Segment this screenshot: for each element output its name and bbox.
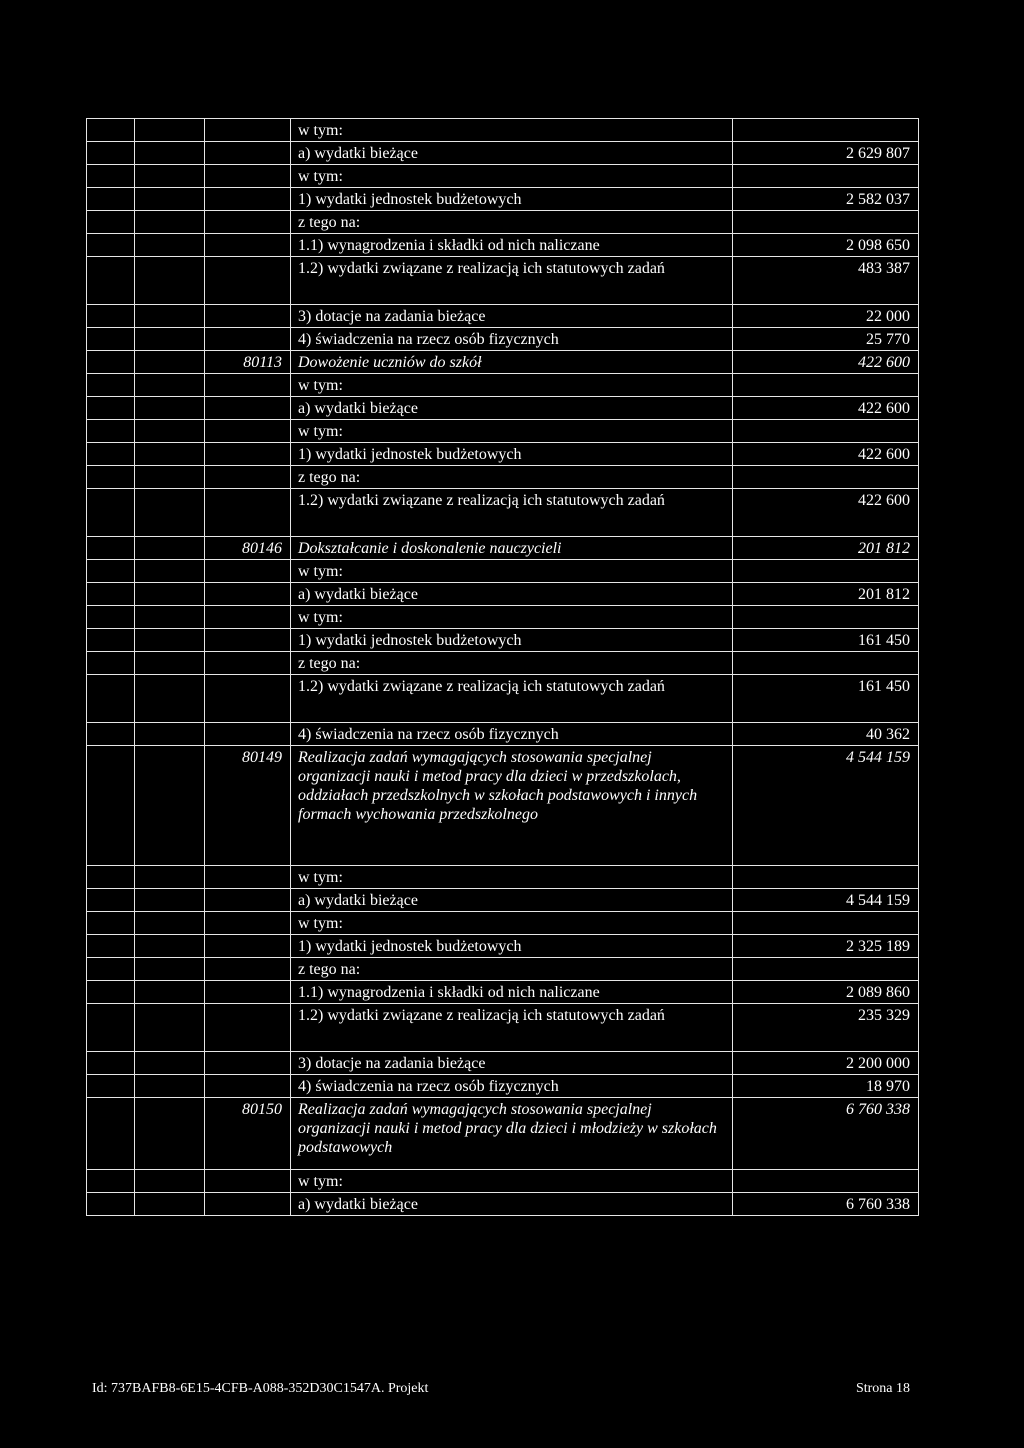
cell-chapter: [135, 723, 205, 746]
table-row: [87, 1193, 919, 1216]
cell-section-code: [205, 1170, 291, 1193]
cell-section-code: [205, 443, 291, 466]
table-row: [87, 652, 919, 675]
table-row: [87, 119, 919, 142]
table-row: [87, 234, 919, 257]
cell-amount: [733, 466, 919, 489]
cell-division: [87, 1004, 135, 1052]
cell-section-code: [205, 188, 291, 211]
cell-section-code: [205, 1193, 291, 1216]
cell-division: [87, 1052, 135, 1075]
cell-division: [87, 935, 135, 958]
cell-division: [87, 723, 135, 746]
cell-description: 1) wydatki jednostek budżetowych: [291, 443, 733, 466]
cell-amount: 2 200 000: [733, 1052, 919, 1075]
table-row: [87, 866, 919, 889]
cell-section-code: 80146: [205, 537, 291, 560]
cell-amount: 25 770: [733, 328, 919, 351]
cell-division: [87, 374, 135, 397]
cell-description: z tego na:: [291, 466, 733, 489]
cell-description: a) wydatki bieżące: [291, 1193, 733, 1216]
cell-amount: 6 760 338: [733, 1098, 919, 1170]
cell-chapter: [135, 1004, 205, 1052]
cell-description: Dowożenie uczniów do szkół: [291, 351, 733, 374]
cell-division: [87, 560, 135, 583]
table-row: [87, 420, 919, 443]
cell-chapter: [135, 958, 205, 981]
cell-division: [87, 351, 135, 374]
cell-amount: 6 760 338: [733, 1193, 919, 1216]
cell-description: 1.2) wydatki związane z realizacją ich statutowych zadań: [291, 1004, 733, 1052]
cell-description: w tym:: [291, 119, 733, 142]
cell-amount: [733, 374, 919, 397]
cell-section-code: [205, 257, 291, 305]
table-row: [87, 1004, 919, 1052]
cell-description: w tym:: [291, 165, 733, 188]
cell-chapter: [135, 537, 205, 560]
section-row: [87, 1098, 919, 1170]
cell-section-code: [205, 675, 291, 723]
cell-amount: 40 362: [733, 723, 919, 746]
cell-division: [87, 629, 135, 652]
cell-amount: 22 000: [733, 305, 919, 328]
cell-amount: [733, 866, 919, 889]
section-row: [87, 351, 919, 374]
cell-division: [87, 1098, 135, 1170]
table-row: [87, 257, 919, 305]
cell-section-code: [205, 119, 291, 142]
cell-amount: [733, 1170, 919, 1193]
cell-section-code: [205, 912, 291, 935]
cell-division: [87, 466, 135, 489]
table-row: [87, 1075, 919, 1098]
cell-amount: [733, 420, 919, 443]
cell-amount: [733, 606, 919, 629]
cell-chapter: [135, 119, 205, 142]
table-row: [87, 489, 919, 537]
cell-chapter: [135, 583, 205, 606]
cell-description: Realizacja zadań wymagających stosowania specjalnej organizacji nauki i metod pracy dla dzieci w przedszkolach, oddziałach przedszkolnych w szkołach podstawowych i innych formach wychowania przedszkolnego: [291, 746, 733, 866]
cell-description: 3) dotacje na zadania bieżące: [291, 305, 733, 328]
budget-rows: [87, 119, 919, 1216]
cell-division: [87, 889, 135, 912]
cell-description: Realizacja zadań wymagających stosowania specjalnej organizacji nauki i metod pracy dla dzieci i młodzieży w szkołach podstawowych: [291, 1098, 733, 1170]
cell-division: [87, 443, 135, 466]
cell-amount: 422 600: [733, 443, 919, 466]
cell-description: a) wydatki bieżące: [291, 583, 733, 606]
cell-section-code: [205, 866, 291, 889]
cell-description: a) wydatki bieżące: [291, 397, 733, 420]
cell-description: 1.1) wynagrodzenia i składki od nich naliczane: [291, 981, 733, 1004]
table-row: [87, 935, 919, 958]
cell-section-code: [205, 606, 291, 629]
table-row: [87, 981, 919, 1004]
cell-chapter: [135, 397, 205, 420]
cell-description: z tego na:: [291, 652, 733, 675]
cell-section-code: 80113: [205, 351, 291, 374]
cell-description: w tym:: [291, 866, 733, 889]
cell-amount: [733, 165, 919, 188]
cell-division: [87, 328, 135, 351]
cell-division: [87, 397, 135, 420]
cell-division: [87, 489, 135, 537]
cell-chapter: [135, 165, 205, 188]
cell-division: [87, 1075, 135, 1098]
cell-section-code: [205, 420, 291, 443]
cell-division: [87, 981, 135, 1004]
cell-amount: [733, 958, 919, 981]
cell-chapter: [135, 746, 205, 866]
table-row: [87, 165, 919, 188]
section-row: [87, 537, 919, 560]
cell-division: [87, 211, 135, 234]
cell-description: a) wydatki bieżące: [291, 142, 733, 165]
cell-division: [87, 583, 135, 606]
cell-section-code: [205, 1075, 291, 1098]
cell-section-code: [205, 652, 291, 675]
cell-section-code: [205, 142, 291, 165]
cell-chapter: [135, 1052, 205, 1075]
cell-amount: 422 600: [733, 351, 919, 374]
cell-section-code: [205, 234, 291, 257]
cell-description: a) wydatki bieżące: [291, 889, 733, 912]
table-row: [87, 397, 919, 420]
cell-amount: [733, 652, 919, 675]
cell-description: 1.2) wydatki związane z realizacją ich statutowych zadań: [291, 489, 733, 537]
cell-section-code: [205, 165, 291, 188]
cell-division: [87, 958, 135, 981]
cell-description: w tym:: [291, 374, 733, 397]
cell-section-code: [205, 305, 291, 328]
cell-chapter: [135, 257, 205, 305]
cell-chapter: [135, 1170, 205, 1193]
cell-section-code: [205, 466, 291, 489]
cell-section-code: [205, 629, 291, 652]
cell-description: w tym:: [291, 912, 733, 935]
cell-section-code: 80150: [205, 1098, 291, 1170]
cell-section-code: [205, 489, 291, 537]
cell-chapter: [135, 606, 205, 629]
cell-amount: 235 329: [733, 1004, 919, 1052]
cell-chapter: [135, 443, 205, 466]
cell-division: [87, 420, 135, 443]
table-row: [87, 723, 919, 746]
cell-description: 1) wydatki jednostek budżetowych: [291, 629, 733, 652]
cell-section-code: [205, 1052, 291, 1075]
cell-chapter: [135, 234, 205, 257]
page-footer: [92, 1381, 910, 1397]
cell-description: z tego na:: [291, 211, 733, 234]
table-row: [87, 211, 919, 234]
table-row: [87, 1052, 919, 1075]
cell-chapter: [135, 489, 205, 537]
cell-chapter: [135, 328, 205, 351]
cell-amount: 2 629 807: [733, 142, 919, 165]
cell-chapter: [135, 935, 205, 958]
cell-amount: 4 544 159: [733, 889, 919, 912]
cell-section-code: 80149: [205, 746, 291, 866]
cell-description: 4) świadczenia na rzecz osób fizycznych: [291, 1075, 733, 1098]
cell-section-code: [205, 958, 291, 981]
cell-division: [87, 119, 135, 142]
cell-section-code: [205, 981, 291, 1004]
cell-description: w tym:: [291, 606, 733, 629]
cell-chapter: [135, 560, 205, 583]
cell-amount: [733, 211, 919, 234]
cell-description: 4) świadczenia na rzecz osób fizycznych: [291, 723, 733, 746]
table-row: [87, 305, 919, 328]
cell-amount: 422 600: [733, 397, 919, 420]
cell-division: [87, 188, 135, 211]
cell-chapter: [135, 1193, 205, 1216]
cell-amount: 161 450: [733, 629, 919, 652]
cell-division: [87, 675, 135, 723]
cell-amount: [733, 560, 919, 583]
table-row: [87, 443, 919, 466]
budget-table: [86, 118, 919, 1216]
table-row: [87, 374, 919, 397]
cell-description: 1) wydatki jednostek budżetowych: [291, 188, 733, 211]
cell-division: [87, 912, 135, 935]
cell-amount: 483 387: [733, 257, 919, 305]
cell-section-code: [205, 583, 291, 606]
cell-chapter: [135, 374, 205, 397]
cell-division: [87, 606, 135, 629]
table-row: [87, 328, 919, 351]
cell-chapter: [135, 211, 205, 234]
cell-division: [87, 866, 135, 889]
table-row: [87, 1170, 919, 1193]
cell-description: 1.2) wydatki związane z realizacją ich statutowych zadań: [291, 675, 733, 723]
cell-amount: 422 600: [733, 489, 919, 537]
cell-section-code: [205, 328, 291, 351]
cell-chapter: [135, 466, 205, 489]
cell-chapter: [135, 1098, 205, 1170]
cell-description: 3) dotacje na zadania bieżące: [291, 1052, 733, 1075]
cell-amount: 201 812: [733, 537, 919, 560]
cell-chapter: [135, 420, 205, 443]
cell-description: 4) świadczenia na rzecz osób fizycznych: [291, 328, 733, 351]
cell-amount: [733, 912, 919, 935]
cell-chapter: [135, 188, 205, 211]
cell-amount: [733, 119, 919, 142]
cell-section-code: [205, 1004, 291, 1052]
table-row: [87, 629, 919, 652]
cell-amount: 2 325 189: [733, 935, 919, 958]
cell-amount: 201 812: [733, 583, 919, 606]
cell-division: [87, 142, 135, 165]
cell-description: 1.1) wynagrodzenia i składki od nich naliczane: [291, 234, 733, 257]
table-row: [87, 560, 919, 583]
cell-section-code: [205, 374, 291, 397]
cell-chapter: [135, 351, 205, 374]
cell-amount: 18 970: [733, 1075, 919, 1098]
cell-division: [87, 257, 135, 305]
cell-division: [87, 652, 135, 675]
cell-description: 1.2) wydatki związane z realizacją ich statutowych zadań: [291, 257, 733, 305]
cell-amount: 161 450: [733, 675, 919, 723]
cell-description: w tym:: [291, 1170, 733, 1193]
table-row: [87, 912, 919, 935]
cell-division: [87, 234, 135, 257]
cell-description: z tego na:: [291, 958, 733, 981]
cell-chapter: [135, 305, 205, 328]
cell-division: [87, 746, 135, 866]
cell-description: Dokształcanie i doskonalenie nauczycieli: [291, 537, 733, 560]
cell-section-code: [205, 211, 291, 234]
table-row: [87, 958, 919, 981]
cell-amount: 2 089 860: [733, 981, 919, 1004]
cell-chapter: [135, 866, 205, 889]
cell-division: [87, 305, 135, 328]
section-row: [87, 746, 919, 866]
cell-description: w tym:: [291, 560, 733, 583]
cell-chapter: [135, 981, 205, 1004]
page-number: Strona 18: [855, 1381, 910, 1396]
cell-division: [87, 537, 135, 560]
cell-chapter: [135, 1075, 205, 1098]
table-row: [87, 583, 919, 606]
cell-amount: 2 582 037: [733, 188, 919, 211]
table-row: [87, 466, 919, 489]
cell-division: [87, 1170, 135, 1193]
cell-amount: 2 098 650: [733, 234, 919, 257]
cell-section-code: [205, 889, 291, 912]
table-row: [87, 188, 919, 211]
cell-chapter: [135, 652, 205, 675]
table-row: [87, 675, 919, 723]
document-id: Id: 737BAFB8-6E15-4CFB-A088-352D30C1547A. Projekt: [92, 1381, 429, 1396]
cell-chapter: [135, 912, 205, 935]
table-row: [87, 889, 919, 912]
cell-section-code: [205, 723, 291, 746]
cell-amount: 4 544 159: [733, 746, 919, 866]
cell-division: [87, 165, 135, 188]
cell-section-code: [205, 560, 291, 583]
cell-section-code: [205, 935, 291, 958]
cell-division: [87, 1193, 135, 1216]
table-row: [87, 606, 919, 629]
cell-chapter: [135, 675, 205, 723]
cell-chapter: [135, 629, 205, 652]
cell-description: 1) wydatki jednostek budżetowych: [291, 935, 733, 958]
table-row: [87, 142, 919, 165]
cell-chapter: [135, 142, 205, 165]
cell-description: w tym:: [291, 420, 733, 443]
cell-chapter: [135, 889, 205, 912]
cell-section-code: [205, 397, 291, 420]
